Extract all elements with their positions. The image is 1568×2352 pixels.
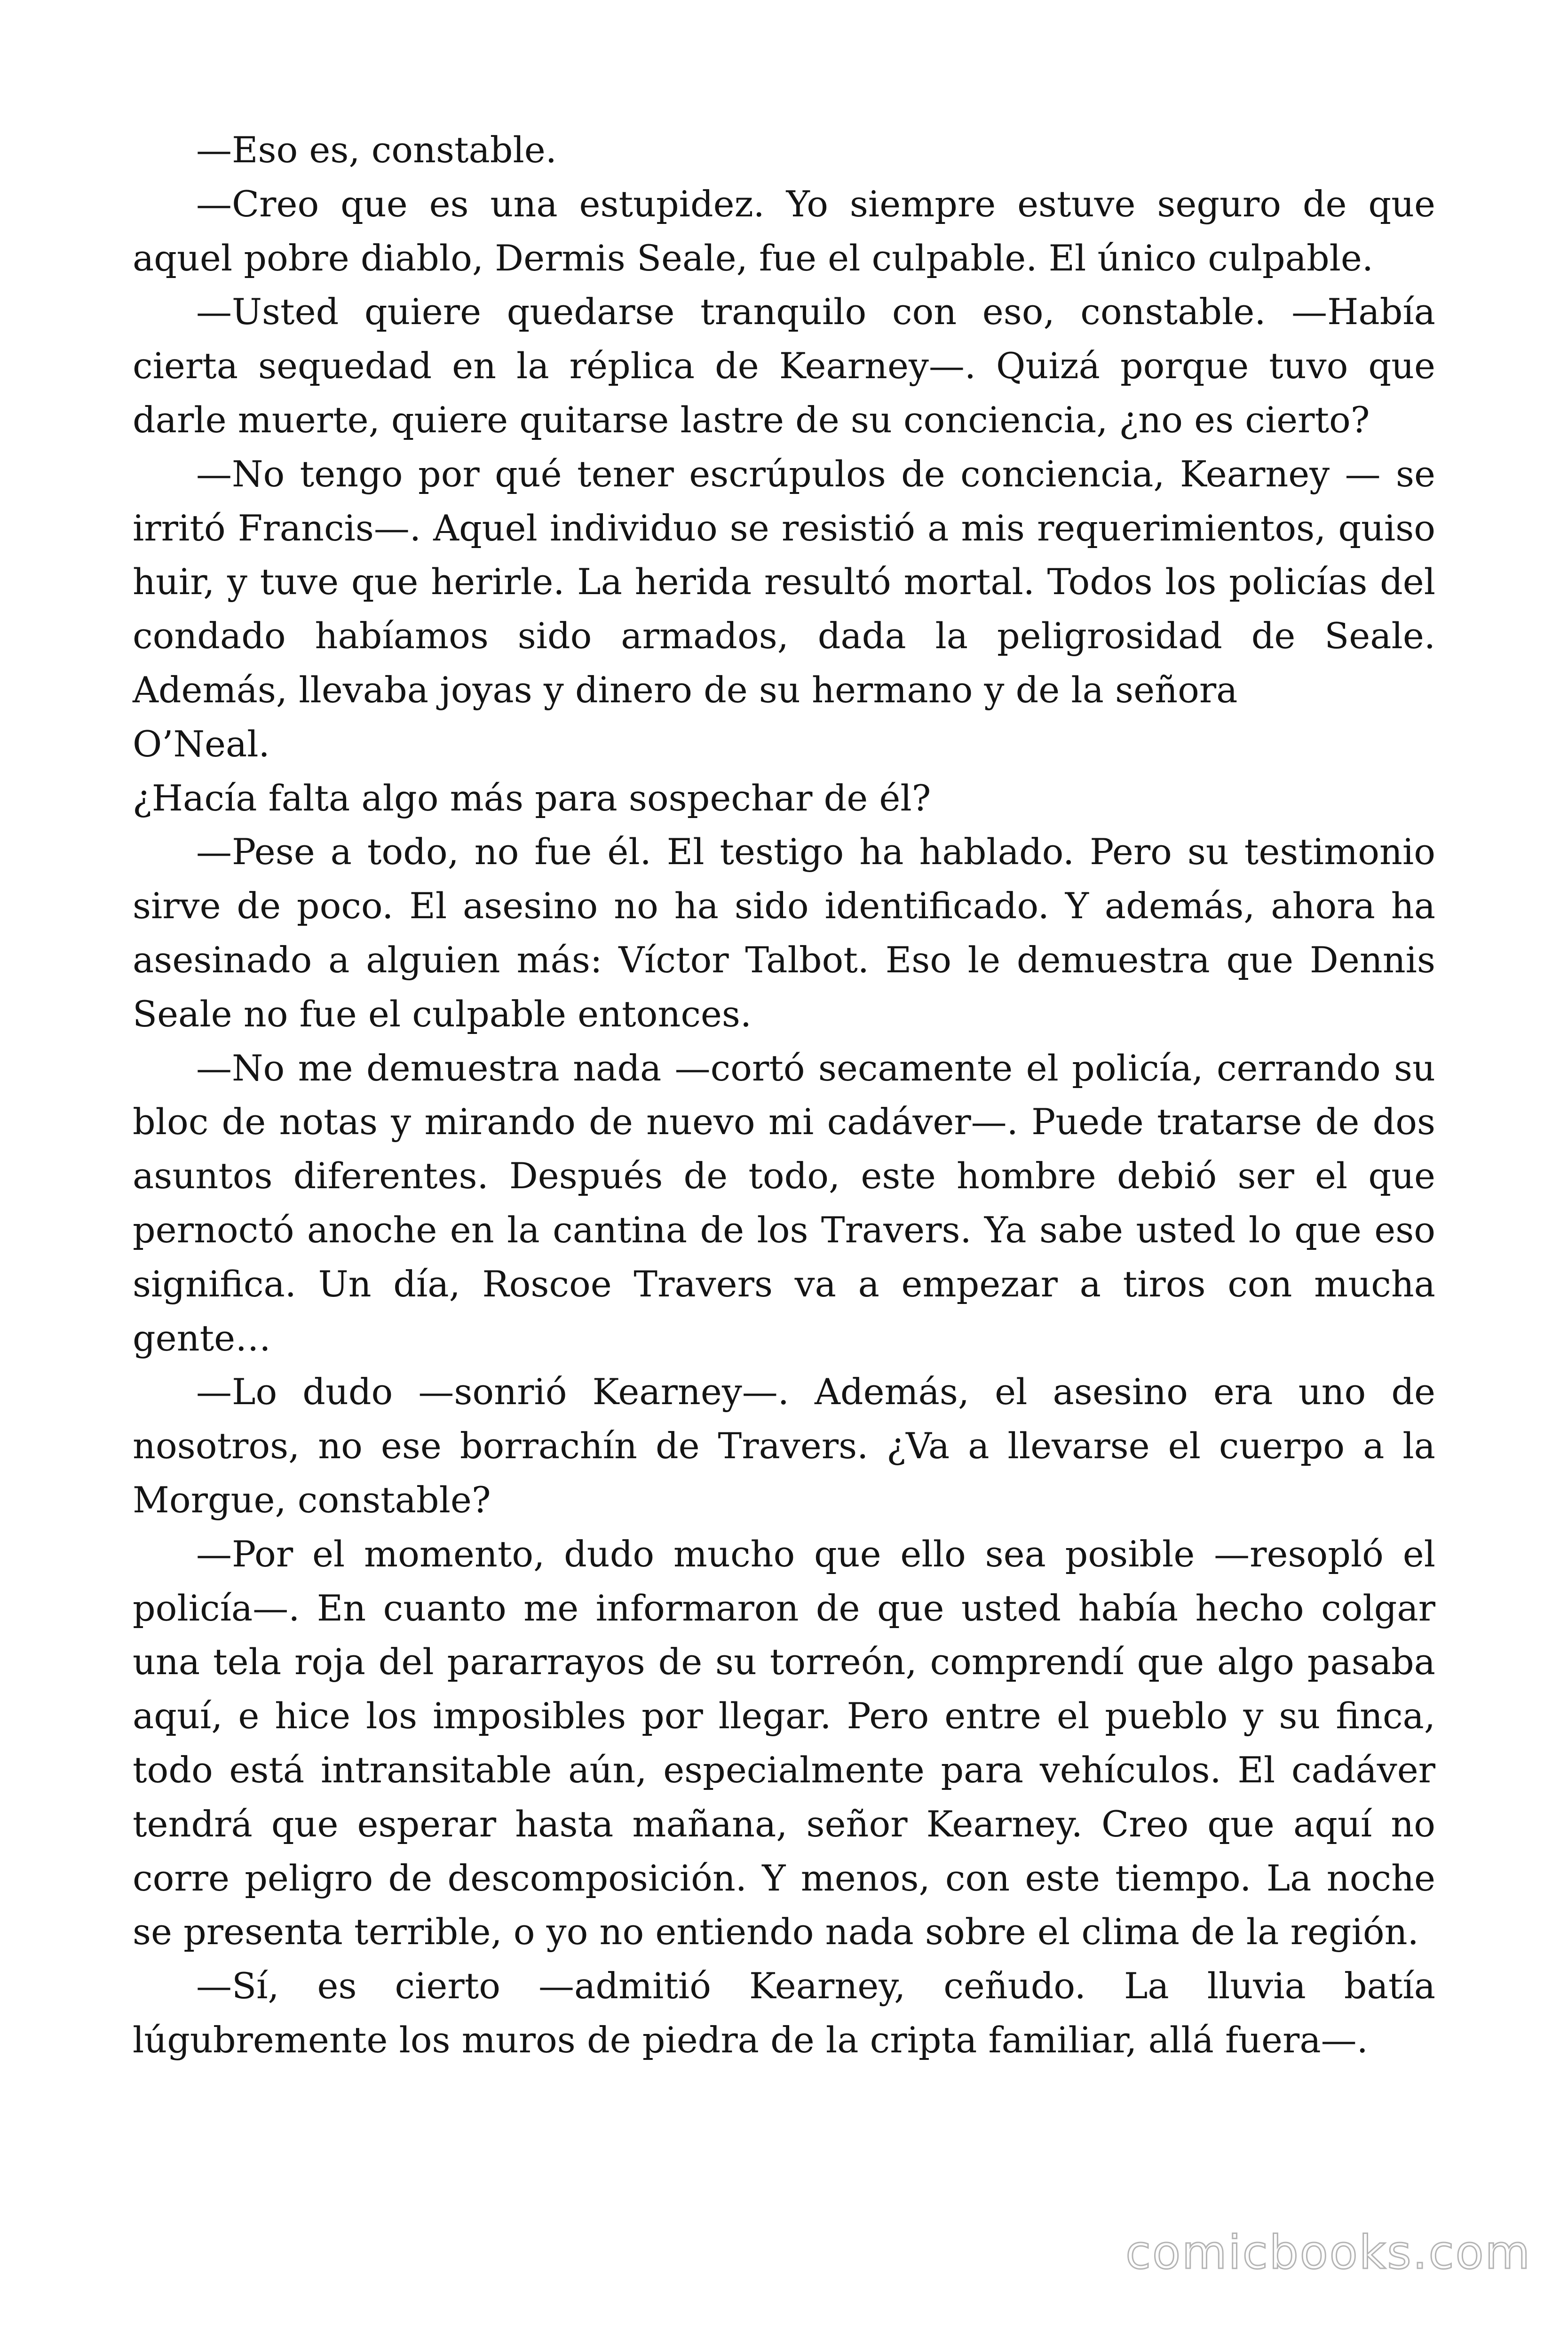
paragraph: —No me demuestra nada —cortó secamente el policía, cerrando su bloc de notas y mirando de nuevo mi cadáver—. Puede tratarse de dos asuntos diferentes. Después de todo, este hombre debió ser el que pernoctó anoche en la cantina de los Travers. Ya sabe usted lo que eso significa. Un día, Roscoe Travers va a empezar a tiros con mucha gente… (133, 1047, 1435, 1359)
paragraph: —Pese a todo, no fue él. El testigo ha hablado. Pero su testimonio sirve de poco. El asesino no ha sido identificado. Y además, ahora ha asesinado a alguien más: Víctor Talbot. Eso le demuestra que Dennis Seale no fue el culpable entonces. (133, 831, 1435, 1035)
paragraph: —Creo que es una estupidez. Yo siempre estuve seguro de que aquel pobre diablo, Dermis Seale, fue el culpable. El único culpable. (133, 183, 1435, 279)
watermark: comicbooks.com (1125, 2226, 1531, 2280)
paragraph: O’Neal. (133, 723, 270, 765)
paragraph: —Eso es, constable. (196, 129, 557, 171)
paragraph: —Sí, es cierto —admitió Kearney, ceñudo. La lluvia batía lúgubremente los muros de piedra de la cripta familiar, allá fuera—. (133, 1965, 1435, 2061)
paragraph: —Usted quiere quedarse tranquilo con eso, constable. —Había cierta sequedad en la réplica de Kearney—. Quizá porque tuvo que darle muerte, quiere quitarse lastre de su conciencia, ¿no es cierto? (133, 291, 1435, 441)
paragraph: —No tengo por qué tener escrúpulos de conciencia, Kearney — se irritó Francis—. Aquel individuo se resistió a mis requerimientos, quiso huir, y tuve que herirle. La herida resultó mortal. Todos los policías del condado habíamos sido armados, dada la peligrosidad de Seale. Además, llevaba joyas y dinero de su hermano y de la señora (133, 453, 1435, 711)
paragraph: —Lo dudo —sonrió Kearney—. Además, el asesino era uno de nosotros, no ese borrachín de Travers. ¿Va a llevarse el cuerpo a la Morgue, constable? (133, 1371, 1435, 1521)
paragraph: ¿Hacía falta algo más para sospechar de él? (133, 777, 931, 819)
paragraph: —Por el momento, dudo mucho que ello sea posible —resopló el policía—. En cuanto me informaron de que usted había hecho colgar una tela roja del pararrayos de su torreón, comprendí que algo pasaba aquí, e hice los imposibles por llegar. Pero entre el pueblo y su finca, todo está intransitable aún, especialmente para vehículos. El cadáver tendrá que esperar hasta mañana, señor Kearney. Creo que aquí no corre peligro de descomposición. Y menos, con este tiempo. La noche se presenta terrible, o yo no entiendo nada sobre el clima de la región. (133, 1533, 1435, 1953)
body-text (133, 123, 1435, 2067)
